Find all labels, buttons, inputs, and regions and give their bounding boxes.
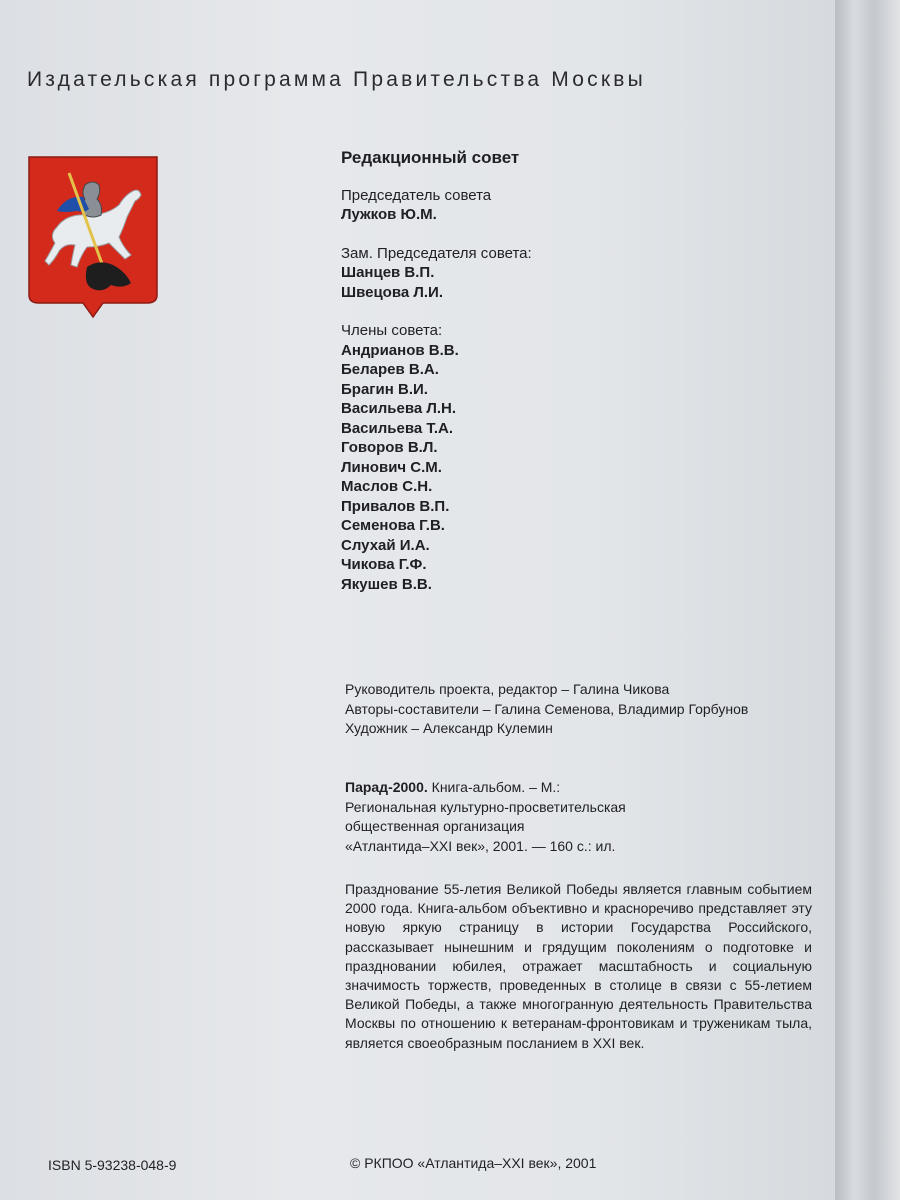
member-name: Слухай И.А. xyxy=(341,536,430,554)
member-name: Линович С.М. xyxy=(341,458,442,476)
annotation-paragraph: Празднование 55-летия Великой Победы является главным событием 2000 года. Книга-альбом объективно и красноречиво представляет эту новую яркую страницу в истории Государства Российского, рассказывает нынешним и грядущим поколениям о подготовке и праздновании юбилея, отражает масштабность и социальную значимость торжеств, проведенных в столице в связи с 55-летием Великой Победы, а также многогранную деятельность Правительства Москвы по отношению к ветеранам-фронтовикам и труженикам тыла, является своеобразным посланием в XXI век. xyxy=(345,881,812,1051)
member-name: Привалов В.П. xyxy=(341,497,450,515)
next-page-edge xyxy=(835,0,900,1200)
member-name: Васильева Л.Н. xyxy=(341,400,457,417)
publisher-program-title: Издательская программа Правительства Москвы xyxy=(27,68,646,91)
credit-line: Авторы-составители – Галина Семенова, Владимир Горбунов xyxy=(345,700,749,717)
council-heading: Редакционный совет xyxy=(341,148,520,167)
book-type: Книга-альбом. – М.: xyxy=(427,779,561,795)
member-name: Брагин В.И. xyxy=(341,380,428,398)
biblio-line: общественная организация xyxy=(345,818,525,834)
isbn: ISBN 5-93238-048-9 xyxy=(48,1157,177,1173)
member-name: Чикова Г.Ф. xyxy=(341,556,427,573)
credit-line: Художник – Александр Кулемин xyxy=(345,720,553,736)
members-list xyxy=(341,341,811,595)
deputy-name: Шанцев В.П. xyxy=(341,264,435,281)
member-name: Семенова Г.В. xyxy=(341,517,445,534)
chair-name: Лужков Ю.М. xyxy=(341,206,437,223)
member-name: Васильева Т.А. xyxy=(341,419,454,437)
members-label: Члены совета: xyxy=(341,322,443,339)
credits-block xyxy=(345,680,815,739)
book-title: Парад-2000. xyxy=(345,779,428,795)
biblio-line: Региональная культурно-просветительская xyxy=(345,798,626,815)
member-name: Говоров В.Л. xyxy=(341,439,438,456)
bibliographic-record xyxy=(345,778,815,856)
deputy-name: Швецова Л.И. xyxy=(341,283,443,301)
member-name: Беларев В.А. xyxy=(341,361,439,378)
biblio-line: «Атлантида–XXI век», 2001. — 160 с.: ил. xyxy=(345,837,616,854)
member-name: Маслов С.Н. xyxy=(341,478,433,495)
member-name: Андрианов В.В. xyxy=(341,341,459,359)
editorial-council-column xyxy=(341,148,811,594)
copyright: © РКПОО «Атлантида–XXI век», 2001 xyxy=(350,1155,597,1171)
moscow-coat-of-arms-icon xyxy=(27,155,159,320)
deputy-label: Зам. Председателя совета: xyxy=(341,244,532,262)
chair-label: Председатель совета xyxy=(341,186,492,204)
biblio-line xyxy=(345,778,815,798)
member-name: Якушев В.В. xyxy=(341,575,432,593)
credit-line: Руководитель проекта, редактор – Галина Чикова xyxy=(345,681,670,697)
